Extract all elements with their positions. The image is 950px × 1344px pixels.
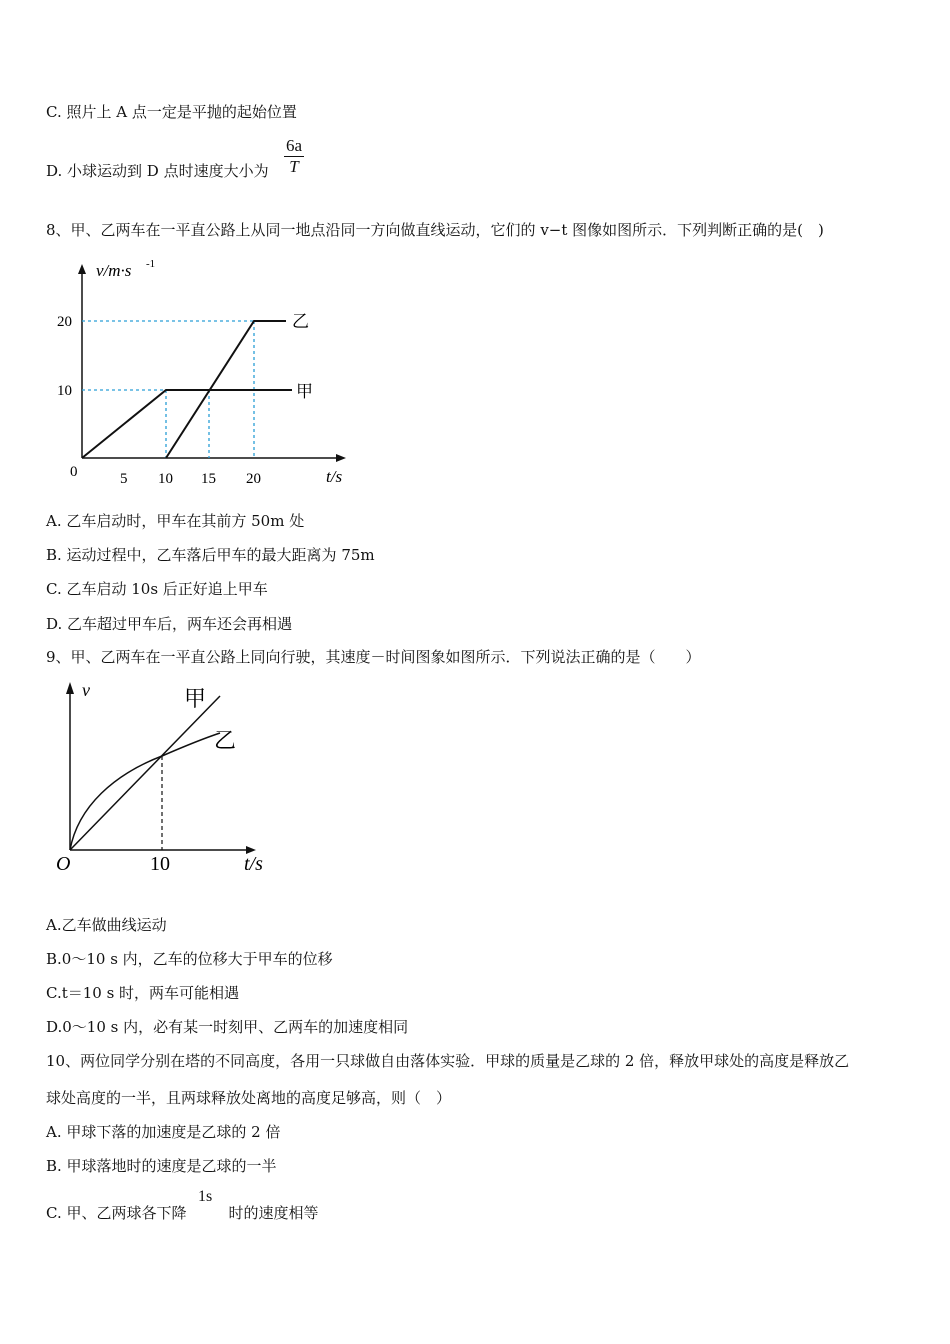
q8-xlabel: t/s [326,467,343,486]
q8-ytick-10: 10 [57,383,72,399]
q9-stem: 9、甲、乙两车在一平直公路上同向行驶，其速度－时间图象如图所示．下列说法正确的是（ ） [46,648,701,666]
q8-vt-graph [40,252,360,492]
q10-option-a: A. 甲球下落的加速度是乙球的 2 倍 [46,1123,281,1141]
q7-fraction-denominator: T [289,157,299,176]
q8-option-d: D. 乙车超过甲车后，两车还会再相遇 [46,615,293,633]
q8-xtick-15: 15 [201,471,216,487]
q9-xlabel: t/s [244,853,263,875]
q7-option-d: D. 小球运动到 D 点时速度大小为 [46,162,269,180]
q10-stem-line1: 10、两位同学分别在塔的不同高度，各用一只球做自由落体实验．甲球的质量是乙球的 2 倍，释放甲球处的高度是释放乙 [46,1052,850,1070]
q8-label-jia: 甲 [296,382,313,401]
q8-ylabel: v/m·s [96,261,132,280]
q8-ylabel-sup: -1 [146,258,156,270]
q9-label-yi: 乙 [214,728,237,753]
q9-xtick-10: 10 [150,853,170,875]
q9-ylabel: v [82,680,90,700]
q10-stem-line2: 球处高度的一半，且两球释放处离地的高度足够高，则（ ） [46,1089,452,1107]
q8-stem: 8、甲、乙两车在一平直公路上从同一地点沿同一方向做直线运动，它们的 v−t 图像如图所示．下列判断正确的是( ) [46,221,824,239]
q10-option-b: B. 甲球落地时的速度是乙球的一半 [46,1157,277,1175]
q9-line-jia [70,696,220,850]
q8-xtick-5: 5 [120,471,128,487]
q9-option-b: B.0～10 s 内，乙车的位移大于甲车的位移 [46,950,333,968]
q7-fraction [284,136,304,177]
q8-origin: 0 [70,464,78,480]
q7-fraction-numerator: 6a [286,136,303,155]
q8-label-yi: 乙 [292,312,309,331]
q8-xtick-10: 10 [158,471,173,487]
q8-option-c: C. 乙车启动 10s 后正好追上甲车 [46,580,268,598]
q10-option-c-after: 时的速度相等 [228,1204,319,1222]
q10-option-c-time: 1s [198,1188,213,1205]
q8-ytick-20: 20 [57,314,72,330]
q10-option-c-before: C. 甲、乙两球各下降 [46,1204,187,1222]
q9-option-d: D.0～10 s 内，必有某一时刻甲、乙两车的加速度相同 [46,1018,409,1036]
q8-option-b: B. 运动过程中，乙车落后甲车的最大距离为 75m [46,546,375,564]
q8-xtick-20: 20 [246,471,261,487]
q8-option-a: A. 乙车启动时，甲车在其前方 50m 处 [46,512,305,530]
q10-option-c [46,1203,319,1223]
q9-label-jia: 甲 [184,686,207,711]
q9-origin: O [56,853,71,875]
q9-option-c: C.t＝10 s 时，两车可能相遇 [46,984,240,1002]
q9-curve-yi [70,733,220,850]
q9-vt-graph [40,676,290,886]
q7-option-c: C. 照片上 A 点一定是平抛的起始位置 [46,103,297,121]
q9-option-a: A.乙车做曲线运动 [46,916,167,934]
